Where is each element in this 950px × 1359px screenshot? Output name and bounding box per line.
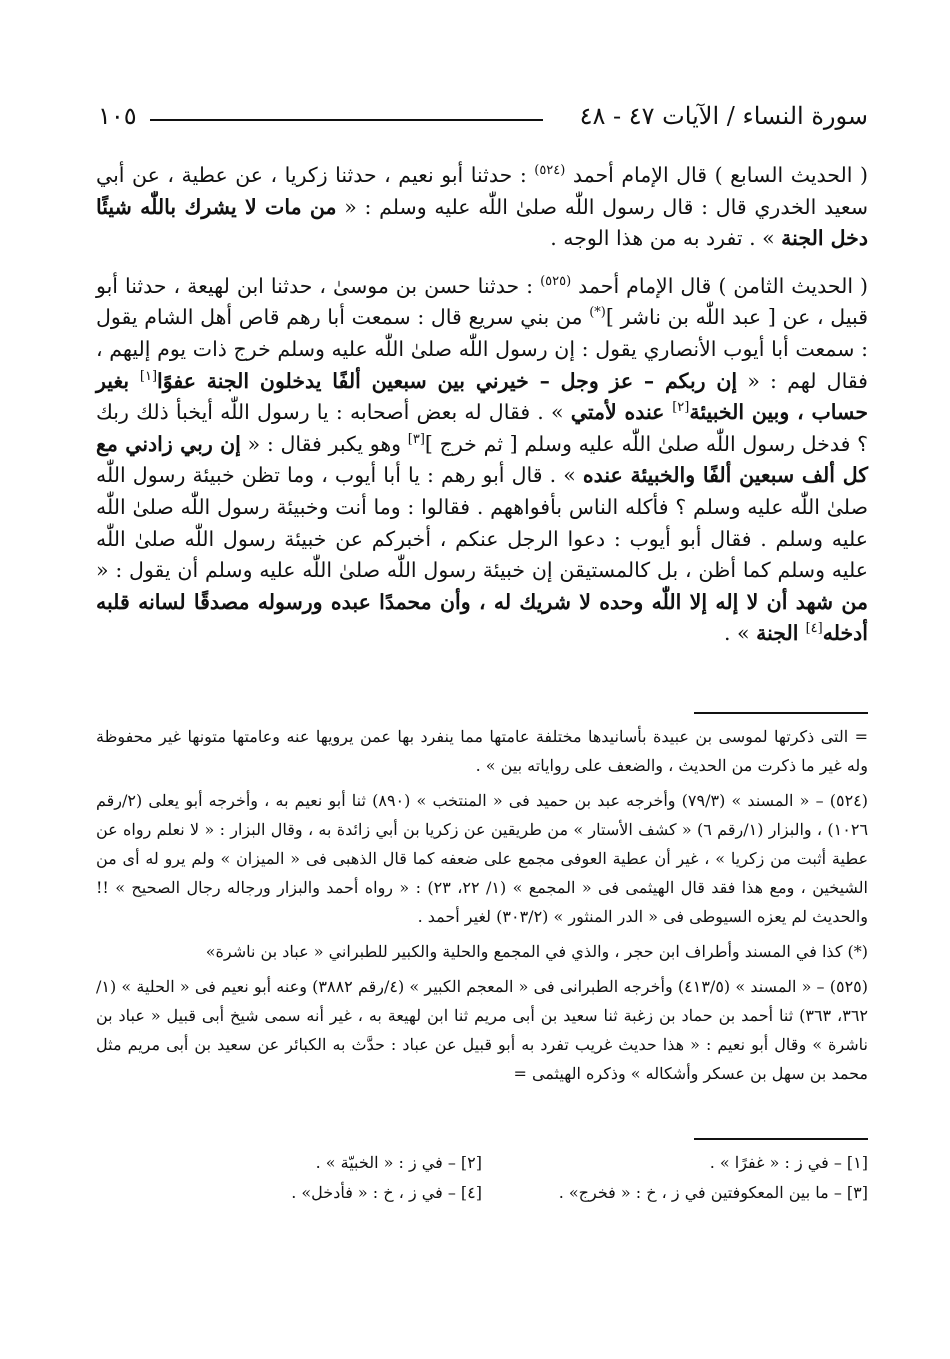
variant-row [96, 1178, 868, 1208]
text-run: من بني سريع قال : سمعت أبا رهم قاص أهل الشام يقول : سمعت أبا أيوب الأنصاري يقول : إن رسول اللّٰه صلىٰ اللّٰه عليه وسلم خرج ذات يوم إليهم ، فقال لهم : « [96, 305, 868, 393]
variant-note-2: [٢] – في ز : « الخبيّة » . [315, 1153, 482, 1172]
main-text [96, 160, 868, 666]
hadith-quote: الجنة [756, 621, 806, 646]
hadith-quote: بغير حساب ، وبين الخبيئة [96, 368, 869, 425]
text-run: ( الحديث الثامن ) قال الإمام أحمد [571, 273, 868, 298]
footnote-525: (٥٢٥) – « المسند » (٤١٣/٥) وأخرجه الطبرانى فى « المعجم الكبير » (٤/رقم ٣٨٨٢) وعنه أبو نعيم فى « الحلية » (١/ ٣٦٢، ٣٦٣) ثنا أحمد بن حماد بن زغبة ثنا سعيد بن أبى مريم ثنا ابن لهيعة به ، غير أنه سمى شيخ أبى قبيل « عباد بن ناشرة » وقال أبو نعيم : « هذا حديث غريب تفرد به أبو قبيل عن عباد : حدَّث به الكبائر عن سعيد بن أبى مريم مثل محمد بن سهل بن عسكر وأشكاله » وذكره الهيثمى = [96, 977, 869, 1083]
hadith-quote: إن ربكم – عز وجل – خيرني بين سبعين ألفًا يدخلون الجنة عفوًا [157, 368, 738, 393]
footnote-ref: (*) [589, 305, 606, 321]
text-run: » . [723, 621, 757, 646]
chapter-title: سورة النساء / الآيات ٤٧ - ٤٨ [579, 102, 868, 130]
variant-note-3: [٣] – ما بين المعكوفتين في ز ، خ : « فخرج» . [558, 1183, 868, 1202]
hadith-seventh [96, 160, 868, 255]
variant-ref: [٣] [407, 431, 425, 447]
footnote-separator [694, 712, 868, 714]
header-rule [150, 119, 543, 121]
hadith-quote: إن ربي زادني مع كل ألف سبعين ألفًا والخبيئة عنده [96, 431, 868, 488]
footnote-continued: = التى ذكرتها لموسى بن عبيدة بأسانيدها مختلفة عامتها مما ينفرد بها عمن يرويها عنه وعامتها متونها غير محفوظة وله غير ما ذكرت من الحديث ، والضعف على رواياته بين » . [96, 727, 868, 775]
page-number: ١٠٥ [98, 102, 137, 130]
hadith-quote: من مات لا يشرك باللّٰه شيئًا دخل الجنة [96, 194, 868, 251]
text-run: » . قال أبو رهم : يا أبا أيوب ، وما تظن خبيئة رسول اللّٰه صلىٰ اللّٰه عليه وسلم ؟ فأكله الناس بأفواههم . فقالوا : وما أنت وخبيئة رسول اللّٰه صلىٰ اللّٰه عليه وسلم . فقال أبو أيوب : دعوا الرجل عنكم ، أخبركم عن خبيئة رسول اللّٰه صلىٰ اللّٰه عليه وسلم كما أظن ، بل كالمستيقن إن خبيئة رسول اللّٰه صلىٰ اللّٰه عليه وسلم أن يقول : « [96, 463, 868, 583]
variant-ref: [٤] [805, 621, 823, 637]
text-run: : حدثنا أبو نعيم ، حدثنا زكريا ، عن عطية ، عن أبي سعيد الخدري قال : قال رسول اللّٰه صلىٰ اللّٰه عليه وسلم : « [96, 163, 868, 219]
page-header [98, 98, 868, 134]
variant-notes [96, 1148, 868, 1208]
footnote-524: (٥٢٤) – « المسند » (٧٩/٣) وأخرجه عبد بن حميد فى « المنتخب » (٨٩٠) ثنا أبو نعيم به ، وأخرجه أبو يعلى (٢/رقم ١٠٢٦) ، والبزار (١/رقم ٦) « كشف الأستار » من طريقين عن زكريا بن أبي زائدة به ، وقال البزار : « لا نعلم رواه عن عطية أثبت من زكريا » ، غير أن عطية العوفى مجمع على ضعفه كما قال الذهبى فى « الميزان » ولم يرو له أى من الشيخين ، ومع هذا فقد قال الهيثمى فى « المجمع » (١/ ٢٢، ٢٣) : « رواه أحمد والبزار ورجاله رجال الصحيح » !! والحديث لم يعزه السيوطى فى « الدر المنثور » (٣٠٣/٢) لغير أحمد . [96, 791, 869, 926]
text-run: » . فقال له بعض أصحابه : يا رسول اللّٰه أيخبأ ذلك ربك ؟ فدخل رسول اللّٰه صلىٰ اللّٰه عليه وسلم [ ثم خرج ] [96, 400, 868, 456]
variant-row [96, 1148, 868, 1178]
variant-ref: [١] [139, 368, 158, 384]
variant-ref: [٢] [672, 400, 690, 416]
text-run: ( الحديث السابع ) قال الإمام أحمد [565, 163, 868, 187]
variant-note-1: [١] – في ز : « غفرًا » . [709, 1153, 868, 1172]
footnote-ref: (٥٢٥) [540, 273, 572, 289]
variants-separator [694, 1138, 868, 1140]
text-run: وهو يكبر فقال : « [240, 431, 408, 456]
text-run: » . تفرد به من هذا الوجه . [550, 226, 782, 251]
footnotes [96, 722, 868, 1094]
hadith-eighth [96, 271, 868, 650]
variant-note-4: [٤] – في ز ، خ : « فأدخل» . [291, 1183, 482, 1202]
text-run: : حدثنا حسن بن موسىٰ ، حدثنا ابن لهيعة ، حدثنا أبو قبيل ، عن [ عبد اللّٰه بن ناشر ] [96, 273, 868, 330]
hadith-quote: من شهد أن لا إله إلا اللّٰه وحده لا شريك له ، وأن محمدًا عبده ورسوله مصدقًا لسانه قلبه أدخله [96, 589, 868, 646]
footnote-ref: (٥٢٤) [534, 163, 566, 179]
footnote-star: (*) كذا في المسند وأطراف ابن حجر ، والذي في المجمع والحلية والكبير للطبراني « عباد بن ناشرة» [205, 942, 868, 961]
hadith-quote: عنده لأمتي [570, 400, 673, 425]
